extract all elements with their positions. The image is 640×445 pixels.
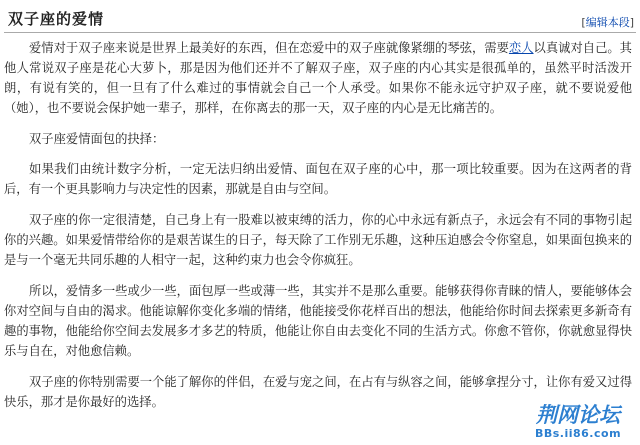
paragraph-partner: 双子座的你特别需要一个能了解你的伴侣，在爱与宠之间，在占有与纵容之间，能够拿捏分寸，让你有爱又过得快乐，那才是你最好的选择。: [4, 375, 632, 409]
paragraph-space: 所以，爱情多一些或少一些，面包厚一些或薄一些，其实并不是那么重要。能够获得你青睐的情人，要能够体会你对空间与自由的渴求。他能谅解你变化多端的情绪，他能接受你花样百出的想法，他能给你时间去探索更多新奇有趣的事物，他能给你空间去发展多才多艺的特质，他能让你自由去变化不同的生活方式。你愈不管你，你就愈显得快乐与自在，对他愈信赖。: [4, 284, 632, 358]
paragraph-statistics: 如果我们由统计数字分析，一定无法归纳出爱情、面包在双子座的心中，那一项比较重要。因为在这两者的背后，有一个更具影响力与决定性的因素，那就是自由与空间。: [4, 162, 632, 196]
section-header: [4, 2, 636, 33]
section-title: 双子座的爱情: [8, 10, 105, 28]
paragraph-freedom: 双子座的你一定很清楚，自己身上有一股难以被束缚的活力，你的心中永远有新点子，永远会有不同的事物引起你的兴趣。如果爱情带给你的是艰苦谋生的日子，每天除了工作别无乐趣，这种压迫感会令你窒息，如果面包换来的是与一个毫无共同乐趣的人相守一起，这种约束力也会令你疯狂。: [4, 213, 632, 267]
paragraph-intro-text-a: 爱情对于双子座来说是世界上最美好的东西，但在恋爱中的双子座就像紧绷的琴弦，需要: [29, 41, 509, 55]
lover-link[interactable]: 恋人: [508, 41, 534, 55]
edit-bracket-close: ]: [629, 16, 634, 29]
paragraph-intro: [4, 38, 632, 118]
watermark-name: 荆网论坛: [536, 403, 620, 427]
forum-watermark: [522, 401, 634, 443]
article-content: [4, 38, 632, 423]
subheading-choice: 双子座爱情面包的抉择：: [29, 132, 165, 146]
watermark-url: BBs.ii86.com: [534, 427, 622, 440]
edit-section: [581, 14, 634, 30]
paragraph-intro-text-b: 以真诚对自己。其他人常说双子座是花心大萝卜，那是因为他们还并不了解双子座，双子座的内心其实是很孤单的，虽然平时活泼开朗，有说有笑的，但一旦有了什么难过的事情就会自己一个人承受。如果你不能永远守护双子座，就不要说爱他（她），也不要说会保护她一辈子，那样，在你离去的那一天，双子座的内心是无比痛苦的。: [4, 41, 632, 115]
edit-bracket-open: [: [581, 16, 586, 29]
edit-section-link[interactable]: 编辑本段: [585, 16, 630, 29]
